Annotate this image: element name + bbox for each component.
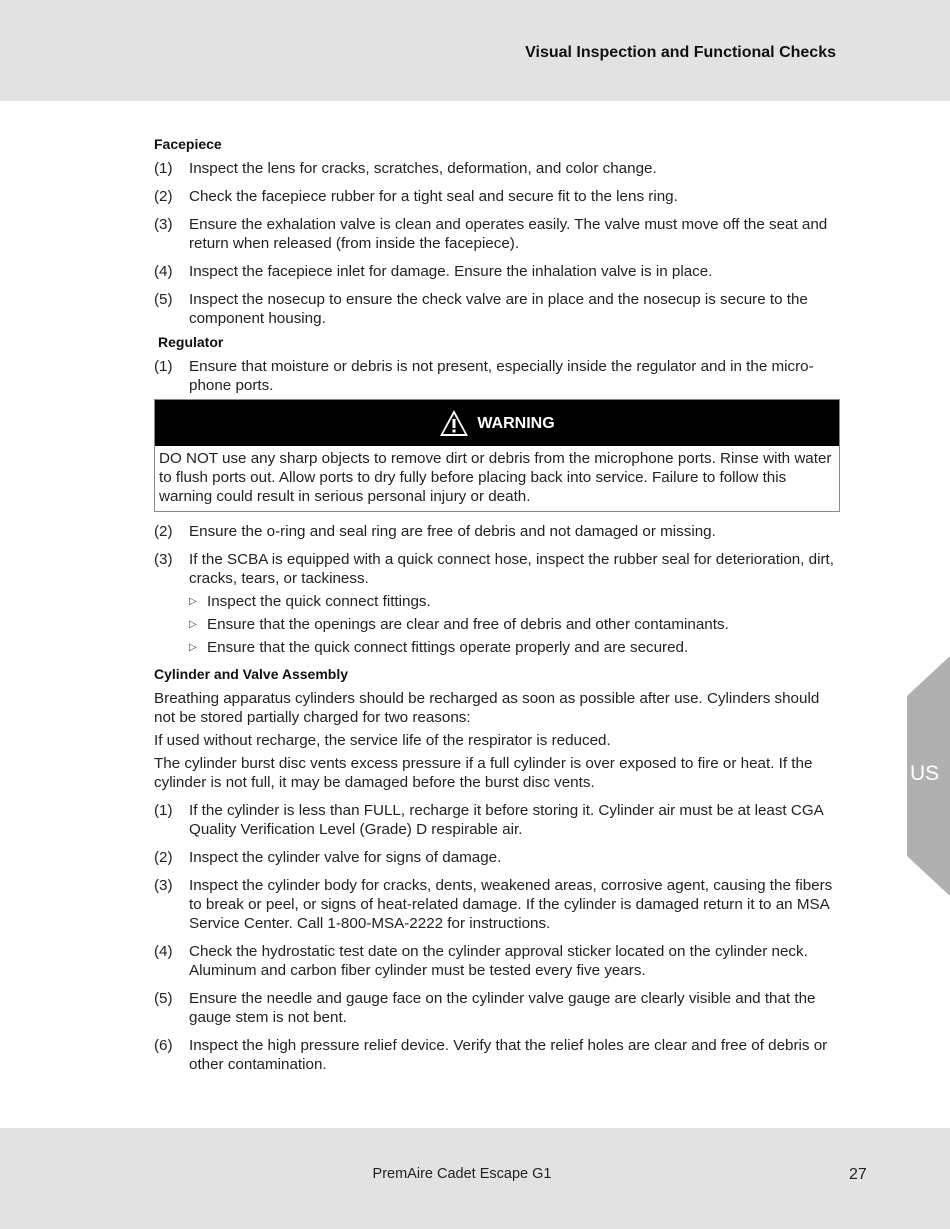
bullet-item: [189, 615, 840, 634]
item-number: (3): [154, 216, 173, 233]
list-item: [154, 187, 840, 206]
item-text: If the SCBA is equipped with a quick connect hose, inspect the rubber seal for deterioration, dirt, cracks, tears, or tackiness.: [189, 551, 834, 587]
bullet-list: [189, 592, 840, 657]
item-text: Ensure the o-ring and seal ring are free of debris and not damaged or missing.: [189, 523, 716, 540]
paragraph: Breathing apparatus cylinders should be recharged as soon as possible after use. Cylinders should not be stored partially charged for two reasons:: [154, 690, 820, 726]
warning-box: [154, 399, 840, 512]
item-text: Ensure that moisture or debris is not present, especially inside the regulator and in the micro-phone ports.: [189, 358, 814, 394]
item-text: Inspect the high pressure relief device. Verify that the relief holes are clear and free of debris or other contamination.: [189, 1037, 828, 1073]
paragraph: If used without recharge, the service life of the respirator is reduced.: [154, 732, 611, 749]
bullet-item: [189, 638, 840, 657]
item-number: (1): [154, 160, 173, 177]
item-number: (1): [154, 802, 173, 819]
item-text: Ensure the exhalation valve is clean and operates easily. The valve must move off the seat and return when released (from inside the facepiece).: [189, 216, 828, 252]
bullet-text: Ensure that the quick connect fittings operate properly and are secured.: [207, 639, 689, 656]
list-item: [154, 801, 840, 839]
list-item: [154, 848, 840, 867]
item-text: Check the facepiece rubber for a tight seal and secure fit to the lens ring.: [189, 188, 678, 205]
item-text: Inspect the lens for cracks, scratches, deformation, and color change.: [189, 160, 657, 177]
item-number: (4): [154, 263, 173, 280]
item-number: (6): [154, 1037, 173, 1054]
triangle-bullet-icon: ▷: [189, 642, 197, 653]
triangle-bullet-icon: ▷: [189, 596, 197, 607]
item-text: Inspect the cylinder valve for signs of damage.: [189, 849, 502, 866]
item-number: (3): [154, 551, 173, 568]
item-number: (5): [154, 291, 173, 308]
list-item: [154, 989, 840, 1027]
list-item: [154, 357, 840, 395]
warning-text: DO NOT use any sharp objects to remove dirt or debris from the microphone ports. Rinse with water to flush ports out. Allow ports to dry fully before placing back into service. Failure to follow this warning could result in serious personal injury or death.: [159, 450, 832, 505]
language-tab-label: US: [910, 762, 940, 785]
facepiece-heading: Facepiece: [154, 136, 222, 152]
item-number: (4): [154, 943, 173, 960]
warning-title: WARNING: [477, 414, 555, 432]
list-item: [154, 1036, 840, 1074]
bullet-text: Ensure that the openings are clear and free of debris and other contaminants.: [207, 616, 729, 633]
item-number: (1): [154, 358, 173, 375]
paragraph: The cylinder burst disc vents excess pressure if a full cylinder is over exposed to fire or heat. If the cylinder is not full, it may be damaged before the burst disc vents.: [154, 755, 813, 791]
item-number: (5): [154, 990, 173, 1007]
header-title: Visual Inspection and Functional Checks: [525, 44, 836, 61]
item-text: Check the hydrostatic test date on the cylinder approval sticker located on the cylinder neck. Aluminum and carbon fiber cylinder must be tested every five years.: [189, 943, 808, 979]
regulator-heading: Regulator: [158, 334, 224, 350]
item-text: Inspect the cylinder body for cracks, dents, weakened areas, corrosive agent, causing the fibers to break or peel, or signs of heat-related damage. If the cylinder is damaged return it to an MSA Service Center. Call 1-800-MSA-2222 for instructions.: [189, 877, 833, 932]
item-number: (2): [154, 188, 173, 205]
list-item: [154, 215, 840, 253]
list-item: [154, 262, 840, 281]
item-number: (2): [154, 523, 173, 540]
page-number: 27: [849, 1166, 867, 1183]
list-item: [154, 159, 840, 178]
list-item: [154, 942, 840, 980]
item-text: If the cylinder is less than FULL, recharge it before storing it. Cylinder air must be at least CGA Quality Verification Level (Grade) D respirable air.: [189, 802, 823, 838]
item-text: Ensure the needle and gauge face on the cylinder valve gauge are clearly visible and that the gauge stem is not bent.: [189, 990, 816, 1026]
triangle-bullet-icon: ▷: [189, 619, 197, 630]
page-footer: [0, 1128, 950, 1229]
item-text: Inspect the facepiece inlet for damage. Ensure the inhalation valve is in place.: [189, 263, 713, 280]
item-text: Inspect the nosecup to ensure the check valve are in place and the nosecup is secure to the component housing.: [189, 291, 808, 327]
item-number: (3): [154, 877, 173, 894]
warning-header: [155, 400, 839, 446]
warning-triangle-icon: [439, 409, 469, 437]
page-header: [0, 0, 950, 101]
footer-title: PremAire Cadet Escape G1: [372, 1166, 552, 1182]
list-item: [154, 290, 840, 328]
main-content: [154, 135, 840, 1083]
list-item: [154, 522, 840, 541]
cylinder-heading: Cylinder and Valve Assembly: [154, 666, 349, 682]
bullet-item: [189, 592, 840, 611]
item-number: (2): [154, 849, 173, 866]
list-item: [154, 876, 840, 933]
list-item: [154, 550, 840, 588]
bullet-text: Inspect the quick connect fittings.: [207, 593, 431, 610]
